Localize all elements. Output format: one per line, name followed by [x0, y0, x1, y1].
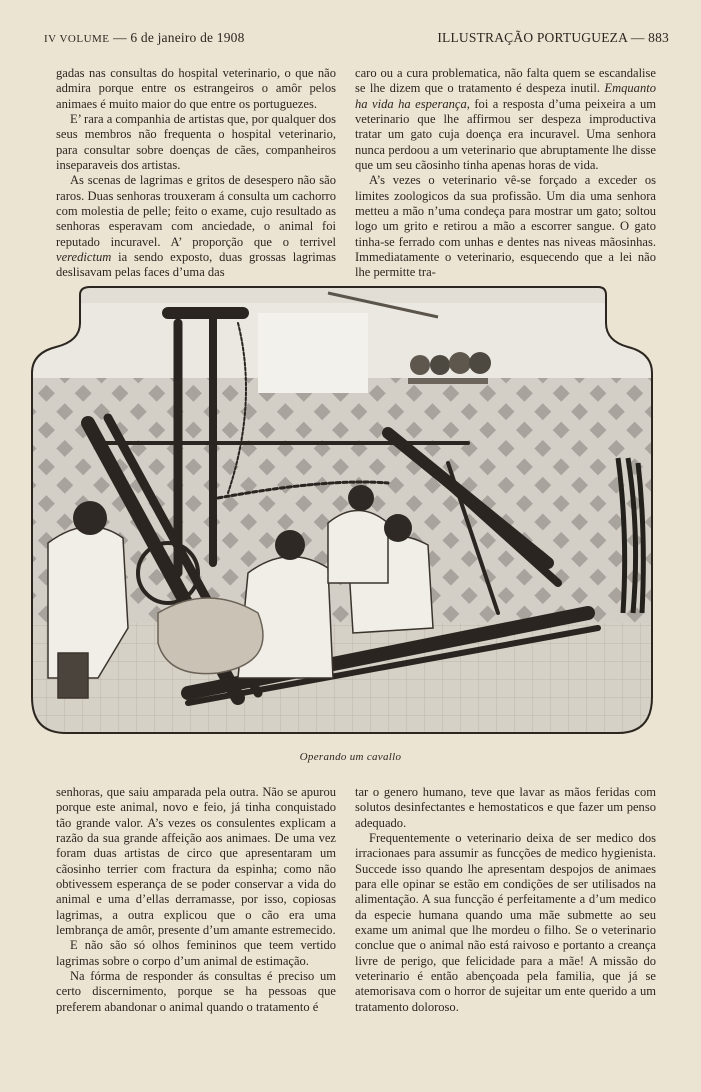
paragraph: gadas nas consultas do hospital veterinario, o que não admira porque entre os estrangeiros o amôr pelos animaes é muito maior do que entre os portuguezes. [56, 66, 336, 111]
article-column-top-left [56, 66, 336, 281]
photograph-operating-horse [28, 283, 656, 738]
paragraph: E não são só olhos femininos que teem vertido lagrimas sobre o corpo d’um animal de estimação. [56, 938, 336, 968]
paragraph: Frequentemente o veterinario deixa de ser medico dos irracionaes para assumir as funcções de medico hygienista. Succede isso quando lhe apresentam despojos de animaes para elle opinar se estão em condições de ser utilisados na alimentação. A sua funcção é perfeitamente a d’um medico da especie humana quando uma mãe submette ao seu exame um animal que lhe mordeu o filho. Se o veterinario conclue que o animal não está raivoso e portanto a creança livre de perigo, que felicidade para a mãe! A missão do veterinario é então abençoada pela familia, que já se atemorisava com o horror de sujeitar um ente querido a um tratamento doloroso. [355, 831, 656, 1014]
article-column-bottom-right [355, 785, 656, 1015]
paragraph: As scenas de lagrimas e gritos de desespero não são raros. Duas senhoras trouxeram á consulta um cachorro com molestia de pelle; feito o exame, cujo resultado as senhoras esperavam com anciedade, o animal foi reputado incuravel. A’ proporção que o terrivel veredictum ia sendo exposto, duas grossas lagrimas deslisavam pelas faces d’uma das [56, 173, 336, 280]
paragraph: caro ou a cura problematica, não falta quem se escandalise se lhe dizem que o tratamento é despeza inutil. Emquanto ha vida ha esperança, foi a resposta d’uma peixeira a um veterinario que lhe affirmou ser despeza improductiva tratar um gato cuja doença era incuravel. Uma senhora nunca perdoou a um veterinario que abruptamente lhe disse que um seu cãosinho tinha apenas horas de vida. [355, 66, 657, 173]
paragraph: Na fórma de responder ás consultas é preciso um certo discernimento, porque se ha pessoas que preferem abandonar o animal quando o tratamento é [56, 969, 336, 1014]
emphasis: Emquanto ha vida ha esperança [355, 81, 656, 111]
figure-caption: Operando um cavallo [299, 751, 402, 763]
article-column-top-right [355, 66, 656, 281]
issue-date: — 6 de janeiro de 1908 [113, 30, 245, 45]
paragraph: tar o genero humano, teve que lavar as mãos feridas com solutos desinfectantes e hemostaticos e que fazer um penso adequado. [355, 785, 656, 830]
emphasis: veredictum [56, 250, 112, 265]
paragraph: senhoras, que saiu amparada pela outra. Não se apurou porque este animal, novo e feio, já tinha conquistado tão grande valor. A’s vezes os consulentes explicam a razão da sua grande affeição aos animaes. De uma vez foram duas artistas de circo que apresentaram um cãosinho terrier com fractura da espinha; como não obtivessem esperança de se poder conservar a vida do animal e uma d’ellas derramasse, por isso, copiosas lagrimas, a outra explicou que o cão era uma lembrança de amôr, presente d’um amante estremecido. [56, 785, 336, 938]
volume-label: IV VOLUME [44, 33, 110, 45]
article-column-bottom-left [56, 785, 336, 1015]
publication-title: ILLUSTRAÇÃO PORTUGUEZA — 883 [437, 30, 669, 45]
paragraph: A’s vezes o veterinario vê-se forçado a exceder os limites zoologicos da sua profissão. Um dia uma senhora metteu a mão n’uma condeça para mostrar um gato; soltou logo um grito e retirou a mão a escorrer sangue. O gato tinha-se ferrado com unhas e dentes nas niveas mãosinhas. Immediatamente o veterinario, esquecendo que a lei não lhe permitte tra- [355, 173, 656, 280]
paragraph: E’ rara a companhia de artistas que, por qualquer dos seus membros não frequenta o hospital veterinario, para consultar sobre doenças de cães, companheiros inseparaveis dos artistas. [56, 112, 336, 173]
